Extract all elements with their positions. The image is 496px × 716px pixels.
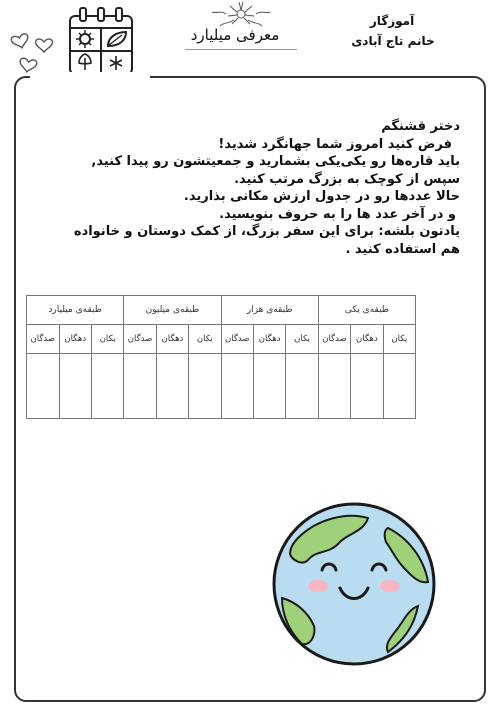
instructions-text (60, 118, 460, 258)
unit-header: دهگان (156, 325, 188, 354)
class-header: طبقه‌ی هزار (221, 296, 318, 325)
unit-header: یکان (189, 325, 221, 354)
class-header: طبقه‌ی میلیون (124, 296, 221, 325)
answer-cell[interactable] (124, 354, 156, 419)
unit-header: یکان (91, 325, 123, 354)
unit-header: دهگان (59, 325, 91, 354)
unit-header: صدگان (27, 325, 60, 354)
answer-cell[interactable] (189, 354, 221, 419)
hearts-decoration (6, 20, 66, 80)
unit-header-row (27, 325, 416, 354)
instruction-line: سپس از کوچک به بزرگ مرتب کنید. (234, 171, 460, 187)
instruction-line: فرض کنید امروز شما جهانگرد شدید! (218, 136, 452, 152)
answer-cell[interactable] (221, 354, 253, 419)
globe-icon (268, 498, 440, 670)
instruction-line: دختر قشنگم (381, 119, 460, 134)
class-header: طبقه‌ی میلیارد (27, 296, 124, 325)
instruction-line: و در آخر عدد ها را به حروف بنویسید. (219, 206, 456, 222)
unit-header: یکان (286, 325, 318, 354)
answer-cell[interactable] (156, 354, 188, 419)
unit-header: دهگان (253, 325, 285, 354)
answer-cell[interactable] (253, 354, 285, 419)
unit-header: یکان (383, 325, 415, 354)
instruction-line: هم استفاده کنید . (345, 241, 460, 257)
answer-cell[interactable] (351, 354, 383, 419)
unit-header: صدگان (318, 325, 350, 354)
answer-cell[interactable] (59, 354, 91, 419)
frame-gap (30, 72, 150, 82)
place-value-table-wrap (26, 295, 408, 415)
answer-cell[interactable] (286, 354, 318, 419)
heart-icon (11, 33, 53, 73)
answer-cell[interactable] (91, 354, 123, 419)
flower-ornament-icon (206, 0, 276, 28)
unit-header: صدگان (221, 325, 253, 354)
answer-cell[interactable] (383, 354, 415, 419)
title-underline (185, 49, 297, 50)
unit-header: صدگان (124, 325, 156, 354)
page-title: معرفی میلیارد (190, 26, 280, 44)
answer-cell[interactable] (318, 354, 350, 419)
answer-cell[interactable] (27, 354, 60, 419)
unit-header: دهگان (351, 325, 383, 354)
instruction-line: حالا عددها رو در جدول ارزش مکانی بذارید. (183, 189, 460, 204)
calendar-seasons-icon (66, 6, 136, 78)
teacher-name: خانم تاج آبادی (351, 34, 435, 48)
teacher-label: آموزگار (369, 14, 415, 28)
instruction-line: باید قاره‌ها رو یکی‌یکی بشمارید و جمعیتشون رو پیدا کنید, (91, 154, 460, 169)
answer-row (27, 354, 416, 419)
class-header-row (27, 296, 416, 325)
class-header: طبقه‌ی یکی (318, 296, 415, 325)
place-value-table (26, 295, 416, 419)
instruction-line: یادتون بلشه: برای این سفر بزرگ، از کمک دوستان و خانواده (73, 224, 460, 239)
